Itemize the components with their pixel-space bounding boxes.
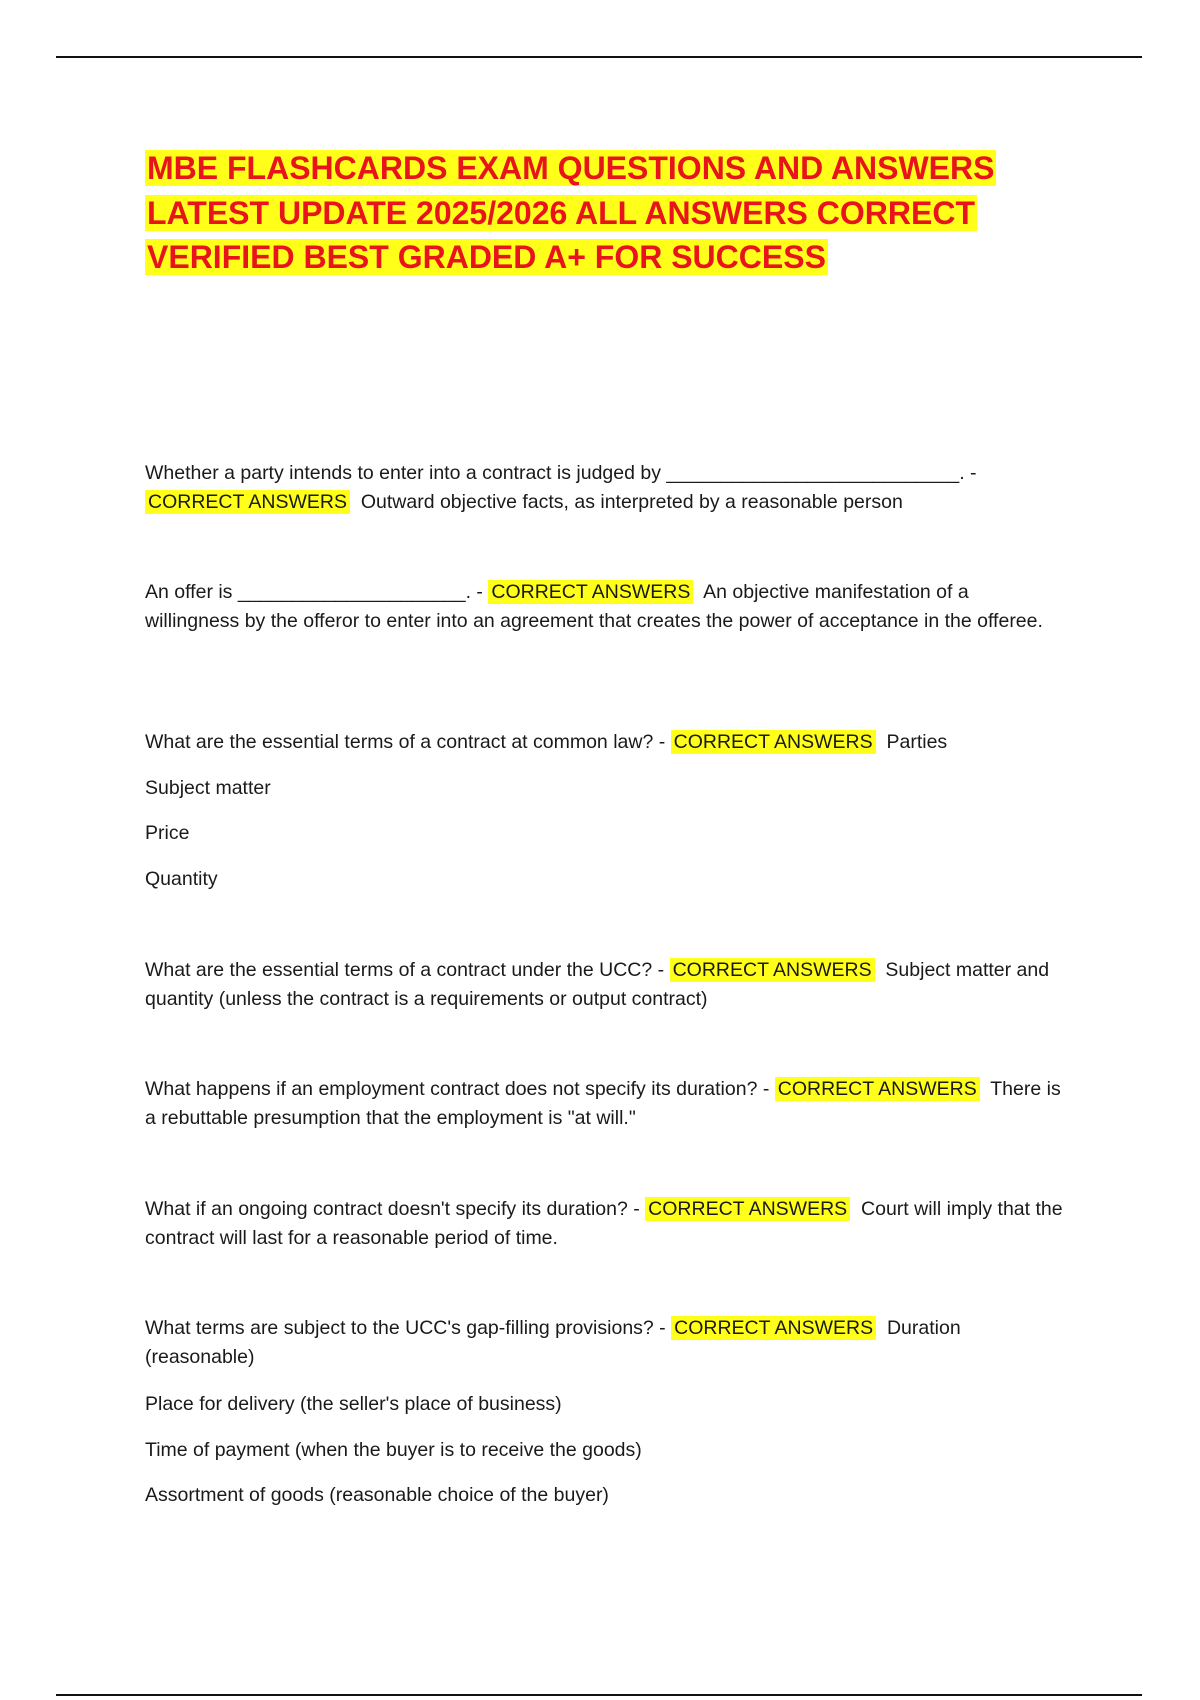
- document-title: [145, 146, 1075, 280]
- answer-text: Subject matter and quantity (unless the contract is a requirements or output contract): [145, 959, 1050, 1010]
- answer-list-item: Subject matter: [145, 777, 271, 799]
- answer-text: There is a rebuttable presumption that the employment is "at will.": [145, 1078, 1061, 1129]
- bottom-rule: [56, 1694, 1142, 1696]
- answer-text: Outward objective facts, as interpreted by a reasonable person: [360, 490, 903, 513]
- correct-answers-label: CORRECT ANSWERS: [488, 580, 693, 604]
- flashcard-4: [145, 956, 1065, 1013]
- flashcard-2: [145, 578, 1065, 635]
- flashcard-6: [145, 1195, 1065, 1252]
- answer-text: Duration (reasonable): [145, 1317, 961, 1368]
- answer-list-item: Place for delivery (the seller's place of business): [145, 1393, 562, 1415]
- question-text: What if an ongoing contract doesn't specify its duration? -: [145, 1198, 640, 1220]
- top-rule: [56, 56, 1142, 58]
- correct-answers-label: CORRECT ANSWERS: [671, 730, 876, 754]
- flashcard-7: [145, 1314, 1065, 1371]
- correct-answers-label: CORRECT ANSWERS: [670, 958, 875, 982]
- answer-list-item: Time of payment (when the buyer is to receive the goods): [145, 1439, 642, 1461]
- answer-list-item: Quantity: [145, 868, 218, 890]
- answer-list-item: Assortment of goods (reasonable choice of the buyer): [145, 1484, 609, 1506]
- correct-answers-label: CORRECT ANSWERS: [671, 1316, 876, 1340]
- question-text: What are the essential terms of a contract at common law? -: [145, 731, 666, 753]
- correct-answers-label: CORRECT ANSWERS: [145, 490, 350, 514]
- flashcard-5: [145, 1075, 1065, 1132]
- answer-text: Court will imply that the contract will last for a reasonable period of time.: [145, 1198, 1063, 1249]
- question-text: What happens if an employment contract does not specify its duration? -: [145, 1078, 770, 1100]
- question-text: What are the essential terms of a contract under the UCC? -: [145, 959, 665, 981]
- question-text: What terms are subject to the UCC's gap-filling provisions? -: [145, 1317, 666, 1339]
- flashcard-1: [145, 459, 1065, 516]
- answer-list-item: Price: [145, 822, 190, 844]
- question-text: An offer is _____________________. -: [145, 581, 483, 603]
- answer-text: An objective manifestation of a willingness by the offeror to enter into an agreement that creates the power of acceptance in the offeree.: [145, 581, 1043, 632]
- correct-answers-label: CORRECT ANSWERS: [775, 1077, 980, 1101]
- flashcard-3: [145, 728, 1065, 757]
- correct-answers-label: CORRECT ANSWERS: [645, 1197, 850, 1221]
- question-text: Whether a party intends to enter into a contract is judged by ___________________________. -: [145, 462, 977, 484]
- answer-text: Parties: [886, 731, 948, 753]
- title-highlight: MBE FLASHCARDS EXAM QUESTIONS AND ANSWERS LATEST UPDATE 2025/2026 ALL ANSWERS CORRECT VERIFIED BEST GRADED A+ FOR SUCCESS: [147, 150, 995, 275]
